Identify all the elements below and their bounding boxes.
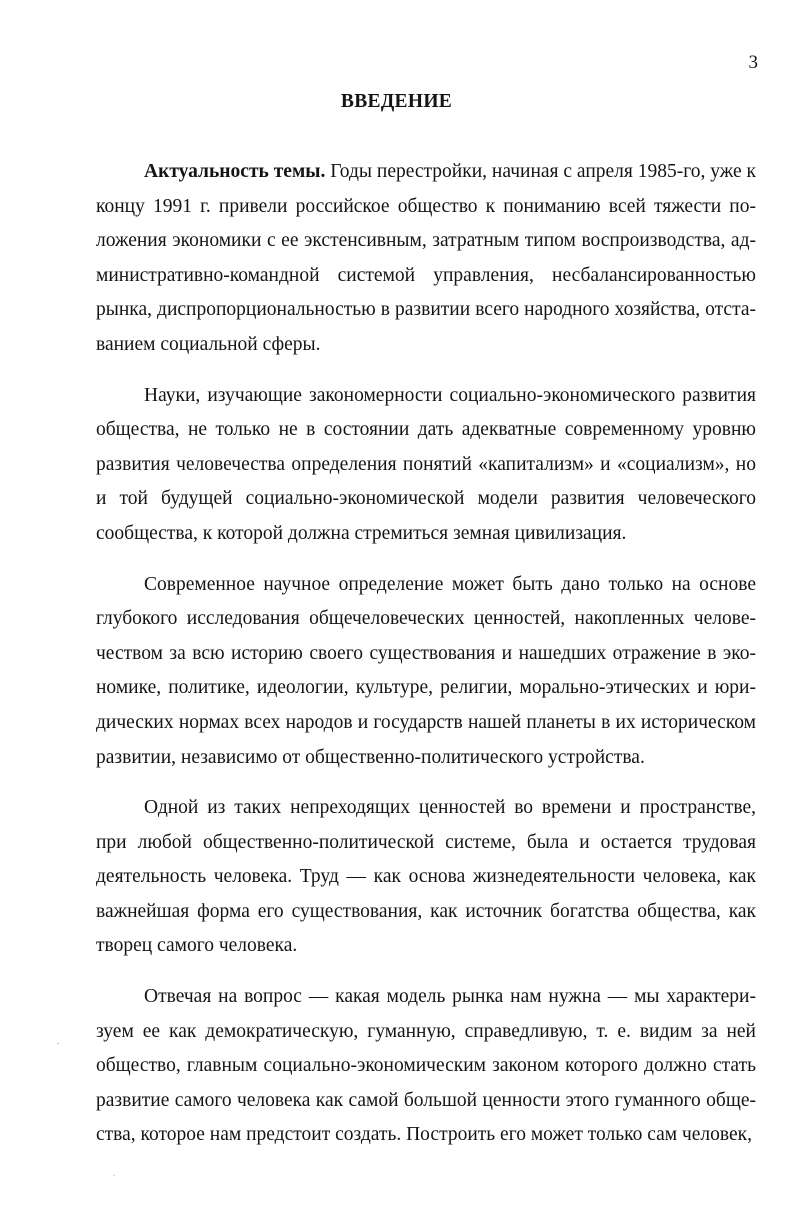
paragraph bbox=[96, 155, 756, 363]
paragraph bbox=[96, 980, 756, 1153]
paragraph-text: Науки, изучающие закономерности социально-экономического развития общества, не только не в состоянии дать адекватные современному уровню развития человечества определения понятий «капитализм» и «социализм», но и той будущей социально-экономической модели развития человеческого сообщества, к которой должна стремиться земная цивилизация. bbox=[96, 384, 756, 544]
paragraph-text: Одной из таких непреходящих ценностей во времени и пространстве, при любой общественно-политической системе, была и остается трудовая деятельность человека. Труд — как основа жизнедеятельности человека, как важнейшая форма его существования, как источник богатства общества, как творец самого человека. bbox=[96, 797, 756, 957]
page-number: 3 bbox=[748, 52, 758, 73]
paragraph bbox=[96, 791, 756, 964]
paragraph-text: Отвечая на вопрос — какая модель рынка нам нужна — мы характеризуем ее как демократическую, гуманную, справедливую, т. е. видим за ней общество, главным социально-экономическим законом которого должно стать развитие самого человека как самой большой ценности этого гуманного общества, которое нам предстоит создать. Построить его может только сам человек, bbox=[96, 986, 756, 1146]
paragraph bbox=[96, 568, 756, 776]
document-body bbox=[96, 155, 756, 1153]
scan-speck: · bbox=[112, 1168, 116, 1182]
paragraph bbox=[96, 379, 756, 552]
scan-speck: ˊ bbox=[56, 1040, 60, 1054]
paragraph-lead: Актуальность темы. bbox=[144, 161, 326, 182]
paragraph-text: Годы перестройки, начиная с апреля 1985-го, уже к концу 1991 г. привели российское общество к пониманию всей тяжести положения экономики с ее экстенсивным, затратным типом воспроизводства, административно-командной системой управления, несбалансированностью рынка, диспропорциональностью в развитии всего народного хозяйства, отставанием социальной сферы. bbox=[96, 161, 757, 355]
page-title: ВВЕДЕНИЕ bbox=[340, 91, 453, 112]
paragraph-text: Современное научное определение может быть дано только на основе глубокого исследования общечеловеческих ценностей, накопленных человечеством за всю историю своего существования и нашедших отражение в экономике, политике, идеологии, культуре, религии, морально-этических и юридических нормах всех народов и государств нашей планеты в их историческом развитии, независимо от общественно-политического устройства. bbox=[96, 573, 756, 768]
